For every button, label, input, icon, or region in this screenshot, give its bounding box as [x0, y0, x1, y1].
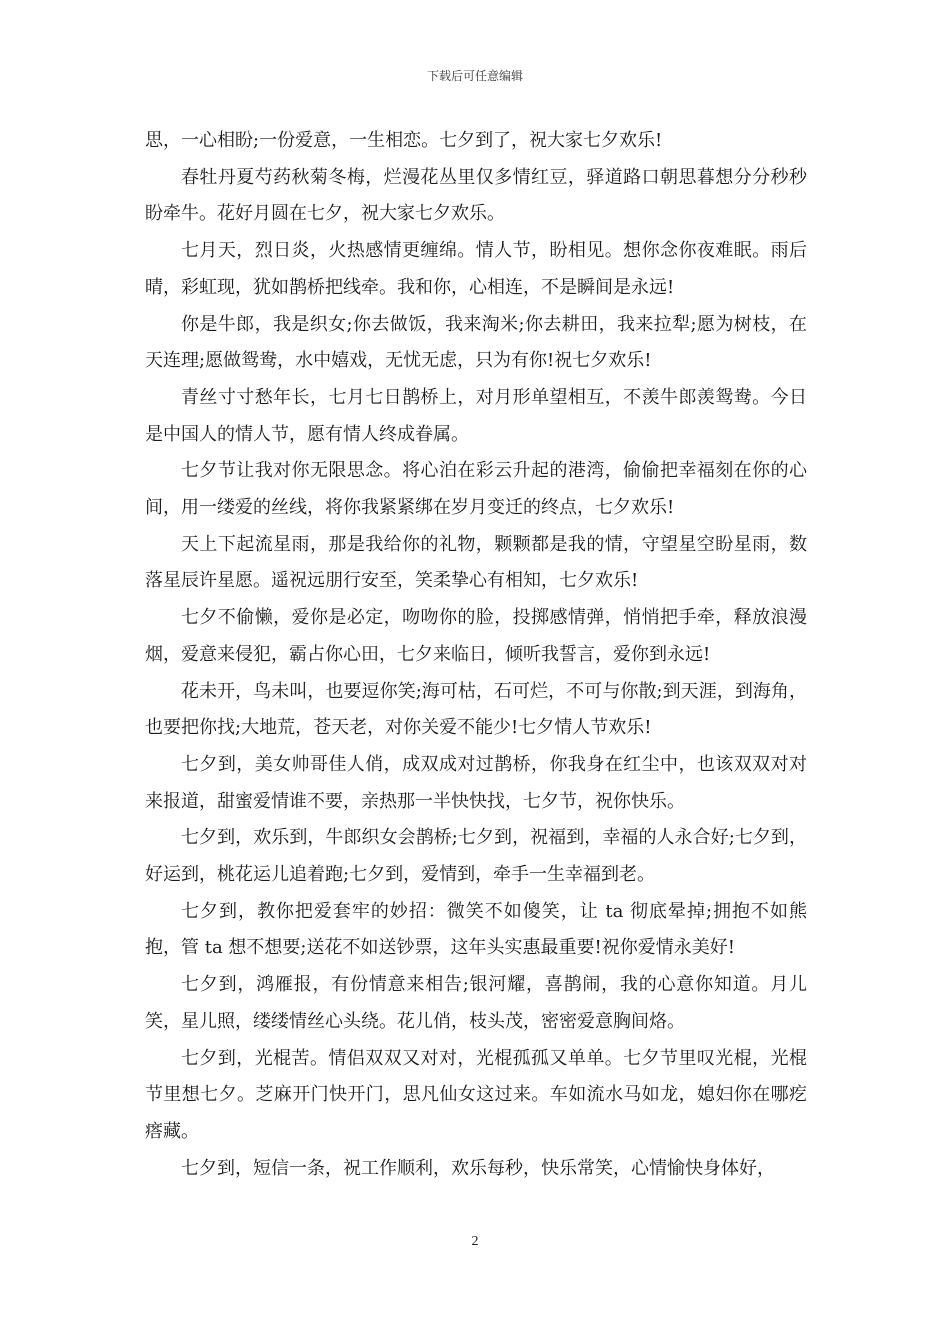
paragraph: 天上下起流星雨，那是我给你的礼物，颗颗都是我的情，守望星空盼星雨，数落星辰许星愿。遥祝远朋行安至，笑柔挚心有相知，七夕欢乐!	[145, 533, 807, 592]
body-text	[145, 123, 807, 1187]
paragraph: 七夕不偷懒，爱你是必定，吻吻你的脸，投掷感情弹，悄悄把手牵，释放浪漫烟，爱意来侵犯，霸占你心田，七夕来临日，倾听我誓言，爱你到永远!	[145, 607, 807, 665]
page-number: 2	[471, 1234, 479, 1249]
paragraph: 青丝寸寸愁年长，七月七日鹊桥上，对月形单望相互，不羡牛郎羡鸳鸯。今日是中国人的情人节，愿有情人终成眷属。	[145, 386, 807, 445]
paragraph: 七月天，烈日炎，火热感情更缠绵。情人节，盼相见。想你念你夜难眠。雨后晴，彩虹现，犹如鹊桥把线牵。我和你，心相连，不是瞬间是永远!	[145, 240, 807, 298]
paragraph: 你是牛郎，我是织女;你去做饭，我来淘米;你去耕田，我来拉犁;愿为树枝，在天连理;愿做鸳鸯，水中嬉戏，无忧无虑，只为有你!祝七夕欢乐!	[145, 313, 807, 372]
paragraph: 七夕到，鸿雁报，有份情意来相告;银河耀，喜鹊闹，我的心意你知道。月儿笑，星儿照，缕缕情丝心头绕。花儿俏，枝头茂，密密爱意胸间烙。	[145, 974, 807, 1032]
page-header: 下载后可任意编辑	[426, 69, 523, 83]
paragraph: 七夕到，美女帅哥佳人俏，成双成对过鹊桥，你我身在红尘中，也该双双对对来报道，甜蜜爱情谁不要，亲热那一半快快找，七夕节，祝你快乐。	[145, 753, 807, 812]
paragraph: 七夕到，光棍苦。情侣双双又对对，光棍孤孤又单单。七夕节里叹光棍，光棍节里想七夕。芝麻开门快开门，思凡仙女这过来。车如流水马如龙，媳妇你在哪疙瘩藏。	[145, 1047, 807, 1142]
paragraph: 七夕节让我对你无限思念。将心泊在彩云升起的港湾，偷偷把幸福刻在你的心间，用一缕爱的丝线，将你我紧紧绑在岁月变迁的终点，七夕欢乐!	[145, 460, 807, 519]
paragraph: 七夕到，教你把爱套牢的妙招：微笑不如傻笑，让 ta 彻底晕掉;拥抱不如熊抱，管 ta 想不想要;送花不如送钞票，这年头实惠最重要!祝你爱情永美好!	[145, 900, 807, 959]
paragraph: 七夕到，短信一条，祝工作顺利，欢乐每秒，快乐常笑，心情愉快身体好，	[181, 1157, 775, 1179]
paragraph: 七夕到，欢乐到，牛郎织女会鹊桥;七夕到，祝福到，幸福的人永合好;七夕到，好运到，桃花运儿追着跑;七夕到，爱情到，牵手一生幸福到老。	[145, 827, 807, 886]
paragraph: 思，一心相盼;一份爱意，一生相恋。七夕到了，祝大家七夕欢乐!	[145, 130, 663, 151]
paragraph: 春牡丹夏芍药秋菊冬梅，烂漫花丛里仅多情红豆，驿道路口朝思暮想分分秒秒盼牵牛。花好月圆在七夕，祝大家七夕欢乐。	[145, 166, 807, 225]
paragraph: 花未开，鸟未叫，也要逗你笑;海可枯，石可烂，不可与你散;到天涯，到海角，也要把你找;大地荒，苍天老，对你关爱不能少!七夕情人节欢乐!	[145, 680, 807, 739]
